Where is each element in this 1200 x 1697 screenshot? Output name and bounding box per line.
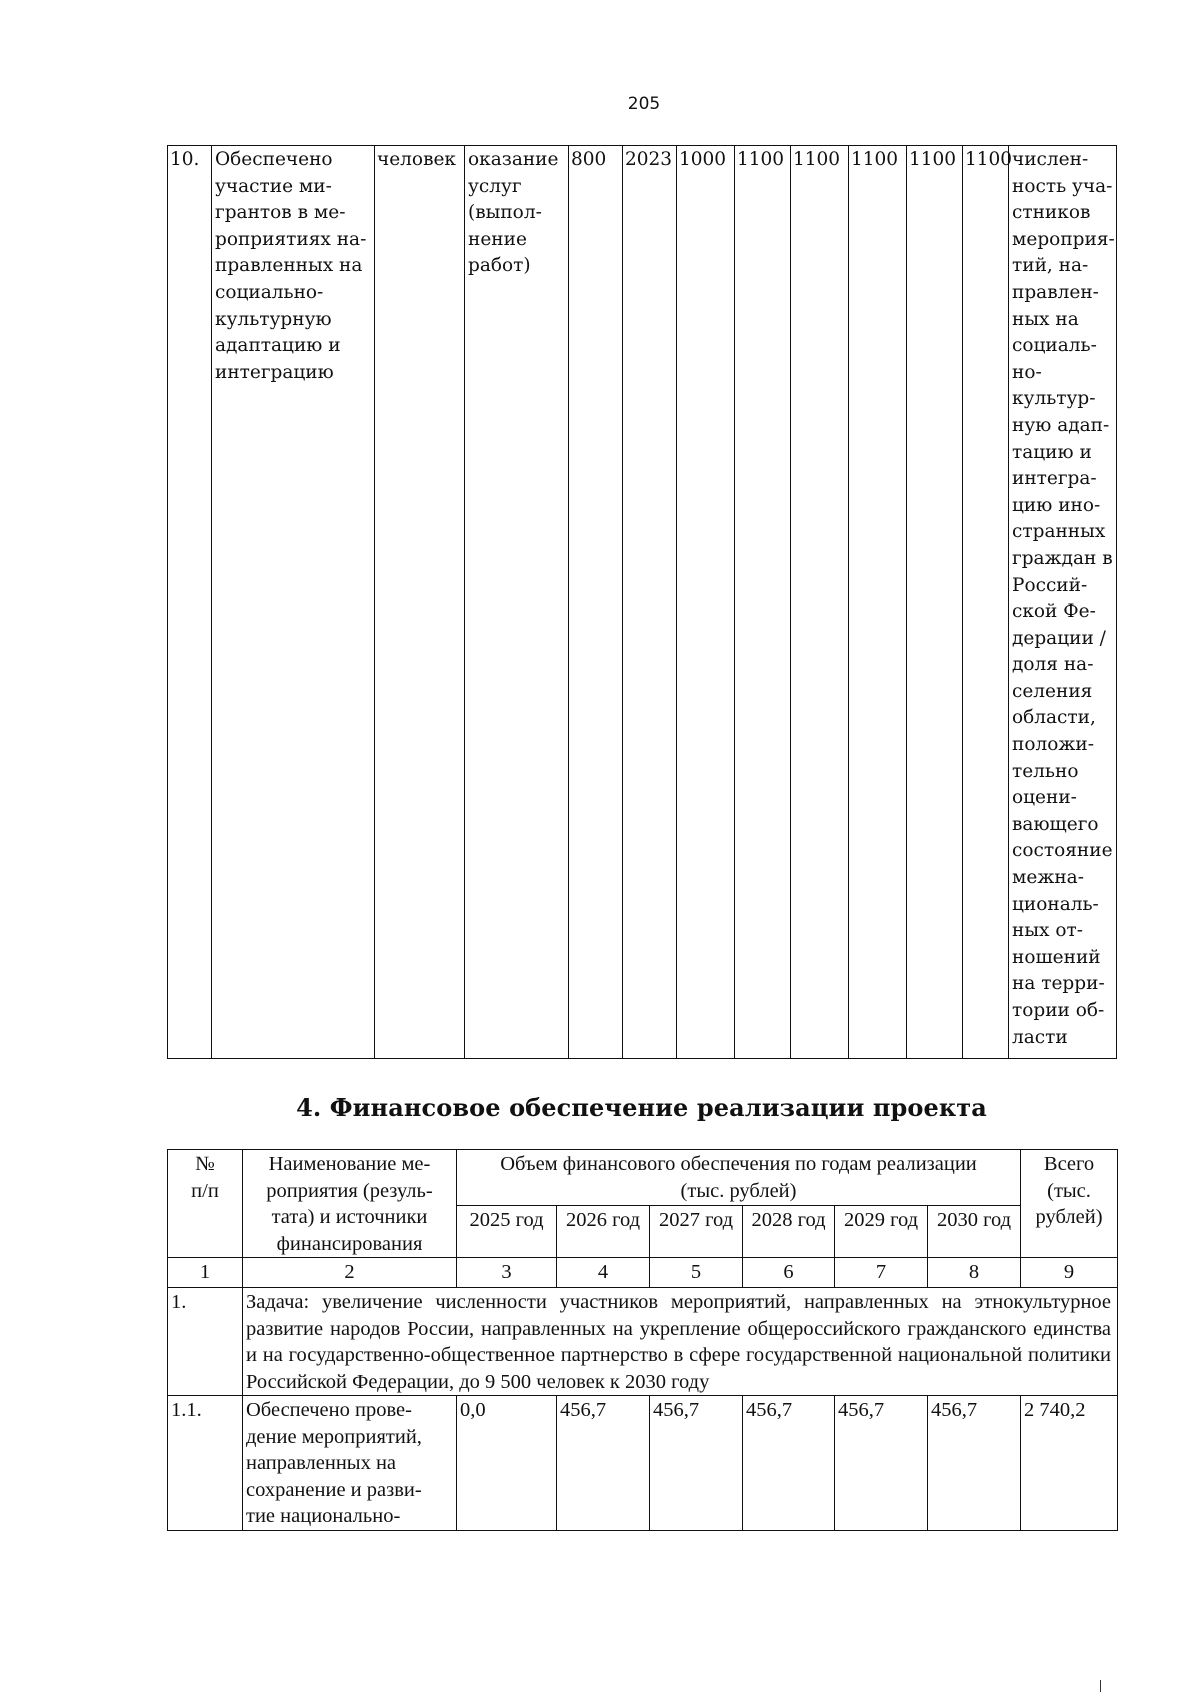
header-year-2028: 2028 год bbox=[743, 1205, 835, 1258]
indicator-type: оказание услуг (выпол- нение работ) bbox=[465, 146, 569, 1059]
indicator-name: Обеспечено участие ми- грантов в ме- роприятиях на- правленных на социально- культурную адаптацию и интеграцию bbox=[212, 146, 375, 1059]
scan-mark bbox=[1100, 1680, 1101, 1692]
header-number: № п/п bbox=[168, 1150, 243, 1258]
indicator-line: граждан в bbox=[1012, 547, 1113, 569]
amount-2025: 0,0 bbox=[457, 1396, 557, 1531]
indicator-line: ных от- bbox=[1012, 920, 1083, 942]
indicators-table bbox=[167, 145, 1117, 1059]
indicator-line: ской Фе- bbox=[1012, 601, 1096, 623]
activity-name: Обеспечено прове- дение мероприятий, направленных на сохранение и разви- тие национально- bbox=[243, 1396, 457, 1531]
column-index: 6 bbox=[743, 1258, 835, 1288]
page-number: 205 bbox=[627, 94, 661, 114]
value-2026: 1100 bbox=[735, 146, 791, 1059]
header-year-2026: 2026 год bbox=[557, 1205, 650, 1258]
linked-indicator bbox=[1009, 146, 1117, 1059]
column-index: 1 bbox=[168, 1258, 243, 1288]
column-index: 7 bbox=[835, 1258, 928, 1288]
indicator-line: тацию и bbox=[1012, 441, 1092, 463]
header-name: Наименование ме- роприятия (резуль- тата) и источники финансирования bbox=[243, 1150, 457, 1258]
indicator-line: межна- bbox=[1012, 867, 1084, 889]
indicator-line: Россий- bbox=[1012, 574, 1088, 596]
indicator-line: ношений bbox=[1012, 946, 1101, 968]
column-index: 8 bbox=[928, 1258, 1021, 1288]
indicator-line: на терри- bbox=[1012, 973, 1105, 995]
indicator-line: состояние bbox=[1012, 840, 1113, 862]
indicator-line: правлен- bbox=[1012, 281, 1099, 303]
value-2027: 1100 bbox=[791, 146, 849, 1059]
base-value: 800 bbox=[569, 146, 623, 1059]
header-total: Всего (тыс. рублей) bbox=[1021, 1150, 1118, 1258]
table-row bbox=[168, 146, 1117, 1059]
indicator-line: стников bbox=[1012, 202, 1091, 224]
indicator-line: ную адап- bbox=[1012, 414, 1110, 436]
header-year-2030: 2030 год bbox=[928, 1205, 1021, 1258]
indicator-line: числен- bbox=[1012, 149, 1089, 170]
indicator-line: тельно bbox=[1012, 760, 1079, 782]
indicator-line: мероприя- bbox=[1012, 228, 1115, 250]
table-row bbox=[168, 1396, 1118, 1531]
indicator-line: тий, на- bbox=[1012, 255, 1089, 277]
header-row bbox=[168, 1150, 1118, 1206]
value-2025: 1000 bbox=[677, 146, 735, 1059]
column-index: 4 bbox=[557, 1258, 650, 1288]
indicator-line: цию ино- bbox=[1012, 494, 1101, 516]
column-index: 2 bbox=[243, 1258, 457, 1288]
indicator-line: тории об- bbox=[1012, 1000, 1105, 1021]
indicator-line: ность уча- bbox=[1012, 175, 1113, 197]
value-2028: 1100 bbox=[849, 146, 907, 1059]
indicator-line: но- bbox=[1012, 361, 1042, 383]
amount-2028: 456,7 bbox=[743, 1396, 835, 1531]
indicator-line: культур- bbox=[1012, 388, 1096, 410]
header-year-2029: 2029 год bbox=[835, 1205, 928, 1258]
indicator-line: интегра- bbox=[1012, 468, 1097, 490]
amount-2026: 456,7 bbox=[557, 1396, 650, 1531]
column-index-row bbox=[168, 1258, 1118, 1288]
column-index: 3 bbox=[457, 1258, 557, 1288]
task-row bbox=[168, 1288, 1118, 1396]
indicator-line: селения bbox=[1012, 680, 1093, 702]
indicator-line: ласти bbox=[1012, 1026, 1068, 1048]
amount-2030: 456,7 bbox=[928, 1396, 1021, 1531]
amount-2027: 456,7 bbox=[650, 1396, 743, 1531]
indicator-line: циональ- bbox=[1012, 893, 1099, 915]
indicator-line: доля на- bbox=[1012, 654, 1094, 676]
header-year-2027: 2027 год bbox=[650, 1205, 743, 1258]
task-text: Задача: увеличение численности участников мероприятий, направленных на этнокультурное развитие народов России, направленных на укрепление общероссийского гражданского единства и на государственно-общественное партнерство в сфере государственной национальной политики Российской Федерации, до 9 500 человек к 2030 году bbox=[243, 1288, 1118, 1396]
header-year-2025: 2025 год bbox=[457, 1205, 557, 1258]
indicator-line: оцени- bbox=[1012, 787, 1077, 809]
indicator-line: социаль- bbox=[1012, 335, 1097, 357]
unit: человек bbox=[375, 146, 465, 1059]
indicator-line: вающего bbox=[1012, 813, 1099, 835]
row-number: 1.1. bbox=[168, 1396, 243, 1531]
indicator-line: странных bbox=[1012, 521, 1106, 543]
task-number: 1. bbox=[168, 1288, 243, 1396]
row-number: 10. bbox=[168, 146, 212, 1059]
header-volume: Объем финансового обеспечения по годам реализации (тыс. рублей) bbox=[457, 1150, 1021, 1206]
value-2030: 1100 bbox=[963, 146, 1009, 1059]
indicator-line: области, bbox=[1012, 707, 1096, 729]
indicator-line: положи- bbox=[1012, 734, 1094, 756]
indicator-line: дерации / bbox=[1012, 627, 1106, 649]
base-year: 2023 bbox=[623, 146, 677, 1059]
section-heading: 4. Финансовое обеспечение реализации проекта bbox=[296, 1093, 987, 1122]
column-index: 9 bbox=[1021, 1258, 1118, 1288]
amount-2029: 456,7 bbox=[835, 1396, 928, 1531]
amount-total: 2 740,2 bbox=[1021, 1396, 1118, 1531]
indicator-line: ных на bbox=[1012, 308, 1079, 330]
column-index: 5 bbox=[650, 1258, 743, 1288]
value-2029: 1100 bbox=[907, 146, 963, 1059]
financing-table bbox=[167, 1149, 1118, 1531]
